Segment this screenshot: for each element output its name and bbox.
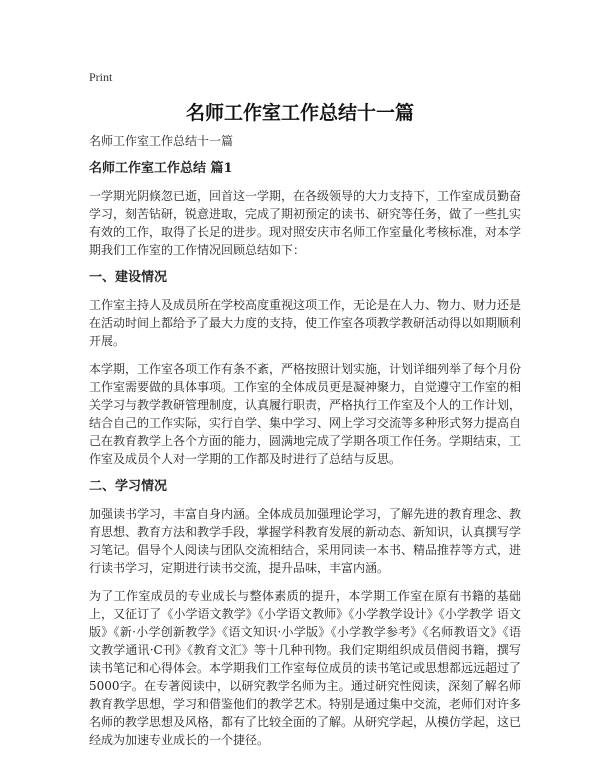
study-paragraph-2: 为了工作室成员的专业成长与整体素质的提升，本学期工作室在原有书籍的基础上，又征订了《小学语文教学》《小学语文教师》《小学教学设计》《小学教学 语文版》《新·小学创新教学》《语文知识·小学版》《小学教学参考》《名师教语文》《语文教学通讯·C刊》《教育文汇》等十几种刊物。我们定期组织成员借阅书籍，撰写读书笔记和心得体会。本学期我们工作室每位成员的读书笔记或思想都远远超过了5000字。在专著阅读中，以研究教学名师为主。通过研究性阅读，深刻了解名师教育教学思想，学习和借鉴他们的教学艺术。特别是通过集中交流，老师们对许多名师的教学思想及风格，都有了比较全面的了解。从研究学起，从模仿学起，这已经成为加速专业成长的一个捷径。: [89, 589, 522, 747]
study-paragraph-1: 加强读书学习，丰富自身内涵。全体成员加强理论学习，了解先进的教育理念、教育思想、教育方法和教学手段，掌握学科教育发展的新动态、新知识，认真撰写学习笔记。倡导个人阅读与团队交流相结合，采用同读一本书、精品推荐等方式，进行读书学习，定期进行读书交流，提升品味，丰富内涵。: [89, 507, 522, 575]
page-title: 名师工作室工作总结十一篇: [185, 102, 414, 124]
construction-paragraph-1: 工作室主持人及成员所在学校高度重视这项工作，无论是在人力、物力、财力还是在活动时间上都给予了最大力度的支持，使工作室各项教学教研活动得以如期顺利开展。: [89, 298, 522, 348]
construction-paragraph-2: 本学期，工作室各项工作有条不紊，严格按照计划实施，计划详细列举了每个月份工作室需要做的具体事项。工作室的全体成员更是凝神聚力，自觉遵守工作室的相关学习与教学教研管理制度，认真履行职责，严格执行工作室及个人的工作计划，结合自己的工作实际，实行自学、集中学习、网上学习交流等多种形式努力提高自己在教育教学上各个方面的能力，圆满地完成了学期各项工作任务。学期结束，工作室及成员个人对一学期的工作都及时进行了总结与反思。: [89, 362, 522, 466]
document-subtitle: 名师工作室工作总结十一篇: [89, 134, 234, 148]
section-heading-study: 二、学习情况: [89, 479, 168, 494]
document-body: [89, 132, 521, 759]
intro-paragraph: 一学期光阴倏忽已逝，回首这一学期，在各级领导的大力支持下，工作室成员勤奋学习，刻苦钻研，锐意进取，完成了期初预定的读书、研究等任务，做了一些扎实有效的工作，取得了长足的进步。现对照安庆市名师工作室量化考核标准，对本学期我们工作室的工作情况回顾总结如下：: [89, 189, 522, 257]
print-link[interactable]: Print: [89, 70, 113, 84]
section-heading-construction: 一、建设情况: [89, 270, 168, 285]
article-heading: 名师工作室工作总结 篇1: [89, 161, 233, 176]
